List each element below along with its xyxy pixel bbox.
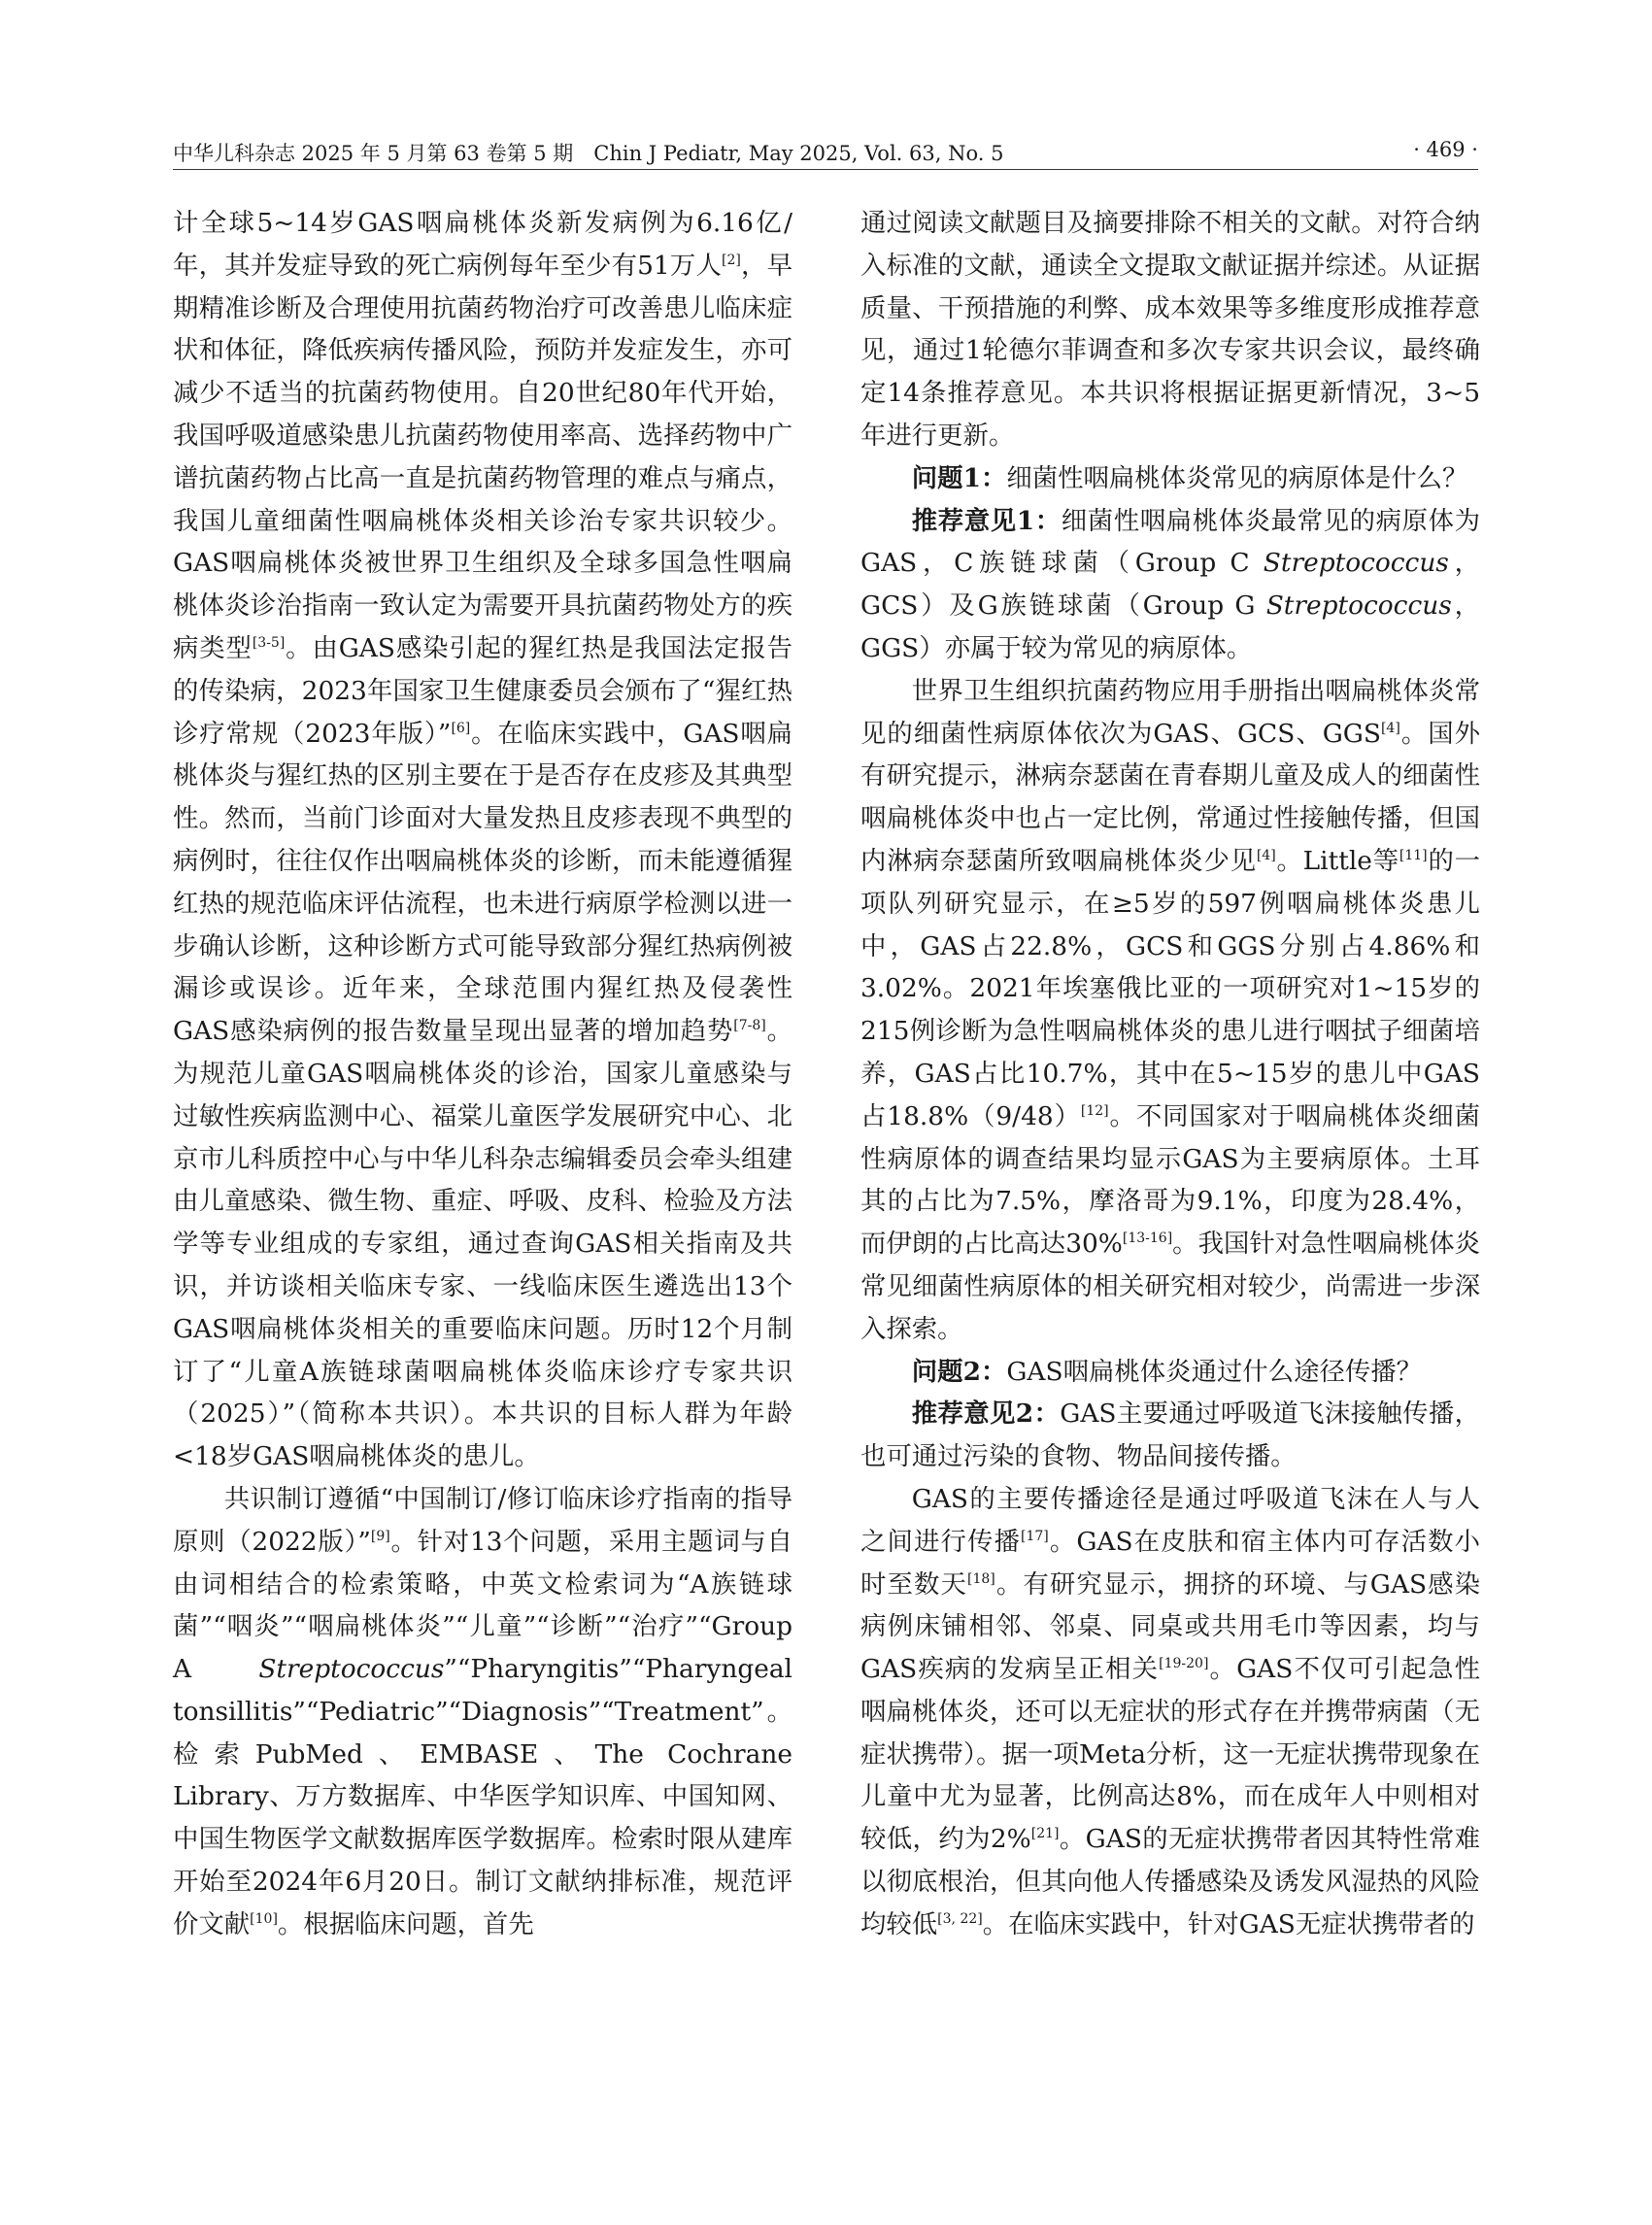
journal-info: 中华儿科杂志 2025 年 5 月第 63 卷第 5 期 Chin J Pediatr, May 2025, Vol. 63, No. 5 bbox=[173, 142, 1004, 165]
question-1: 问题1：细菌性咽扁桃体炎常见的病原体是什么？ bbox=[911, 462, 1468, 493]
citation: [4] bbox=[1380, 720, 1400, 736]
citation: [17] bbox=[1020, 1528, 1049, 1544]
citation: [7-8] bbox=[733, 1018, 766, 1034]
recommendation-1: 推荐意见1：细菌性咽扁桃体炎最常见的病原体为GAS，C族链球菌（Group C Streptococcus，GCS）及G族链球菌（Group G Streptococcus，GGS）亦属于较为常见的病原体。 bbox=[860, 505, 1481, 663]
citation: [11] bbox=[1399, 848, 1428, 864]
methods-paragraph: 共识制订遵循“中国制订/修订临床诊疗指南的指导原则（2022版）”[9]。针对13个问题，采用主题词与自由词相结合的检索策略，中英文检索词为“A族链球菌”“咽炎”“咽扁桃体炎”“儿童”“诊断”“治疗”“Group A Streptococcus”“Pharyngitis”“Pharyngeal tonsillitis”“Pediatric”“Diagnosis”“Treatment”。检索PubMed、EMBASE、The Cochrane Library、万方数据库、中华医学知识库、中国知网、中国生物医学文献数据库医学数据库。检索时限从建库开始至2024年6月20日。制订文献纳排标准，规范评价文献[10]。根据临床问题，首先 bbox=[173, 1483, 792, 1939]
citation: [4] bbox=[1256, 848, 1276, 864]
citation: [19-20] bbox=[1159, 1656, 1209, 1672]
citation: [21] bbox=[1030, 1826, 1060, 1842]
running-header bbox=[173, 134, 1478, 170]
citation: [10] bbox=[250, 1911, 278, 1928]
page-number: · 469 · bbox=[1413, 138, 1478, 161]
citation: [12] bbox=[1080, 1102, 1109, 1119]
intro-paragraph-continued: 计全球5~14岁GAS咽扁桃体炎新发病例为6.16亿/年，其并发症导致的死亡病例每年至少有51万人[2]，早期精准诊断及合理使用抗菌药物治疗可改善患儿临床症状和体征，降低疾病传播风险，预防并发症发生，亦可减少不适当的抗菌药物使用。自20世纪80年代开始，我国呼吸道感染患儿抗菌药物使用率高、选择药物中广谱抗菌药物占比高一直是抗菌药物管理的难点与痛点，我国儿童细菌性咽扁桃体炎相关诊治专家共识较少。GAS咽扁桃体炎被世界卫生组织及全球多国急性咽扁桃体炎诊治指南一致认定为需要开具抗菌药物处方的疾病类型[3-5]。由GAS感染引起的猩红热是我国法定报告的传染病，2023年国家卫生健康委员会颁布了“猩红热诊疗常规（2023年版）”[6]。在临床实践中，GAS咽扁桃体炎与猩红热的区别主要在于是否存在皮疹及其典型性。然而，当前门诊面对大量发热且皮疹表现不典型的病例时，往往仅作出咽扁桃体炎的诊断，而未能遵循猩红热的规范临床评估流程，也未进行病原学检测以进一步确认诊断，这种诊断方式可能导致部分猩红热病例被漏诊或误诊。近年来，全球范围内猩红热及侵袭性GAS感染病例的报告数量呈现出显著的增加趋势[7-8]。为规范儿童GAS咽扁桃体炎的诊治，国家儿童感染与过敏性疾病监测中心、福棠儿童医学发展研究中心、北京市儿科质控中心与中华儿科杂志编辑委员会牵头组建由儿童感染、微生物、重症、呼吸、皮科、检验及方法学等专业组成的专家组，通过查询GAS相关指南及共识，并访谈相关临床专家、一线临床医生遴选出13个GAS咽扁桃体炎相关的重要临床问题。历时12个月制订了“儿童A族链球菌咽扁桃体炎临床诊疗专家共识（2025）”（简称本共识）。本共识的目标人群为年龄<18岁GAS咽扁桃体炎的患儿。 bbox=[173, 208, 793, 1472]
citation: [3-5] bbox=[252, 635, 286, 652]
evidence-paragraph-2: GAS的主要传播途径是通过呼吸道飞沫在人与人之间进行传播[17]。GAS在皮肤和宿主体内可存活数小时至数天[18]。有研究显示，拥挤的环境、与GAS感染病例床铺相邻、邻桌、同桌或共用毛巾等因素，均与GAS疾病的发病呈正相关[19-20]。GAS不仅可引起急性咽扁桃体炎，还可以无症状的形式存在并携带病菌（无症状携带）。据一项Meta分析，这一无症状携带现象在儿童中尤为显著，比例高达8%，而在成年人中则相对较低，约为2%[21]。GAS的无症状携带者因其特性常难以彻底根治，但其向他人传播感染及诱发风湿热的风险均较低[3, 22]。在临床实践中，针对GAS无症状携带者的 bbox=[860, 1483, 1481, 1939]
methods-paragraph-continued: 通过阅读文献题目及摘要排除不相关的文献。对符合纳入标准的文献，通读全文提取文献证据并综述。从证据质量、干预措施的利弊、成本效果等多维度形成推荐意见，通过1轮德尔菲调查和多次专家共识会议，最终确定14条推荐意见。本共识将根据证据更新情况，3~5年进行更新。 bbox=[860, 208, 1480, 451]
citation: [3, 22] bbox=[937, 1911, 983, 1928]
recommendation-2: 推荐意见2：GAS主要通过呼吸道飞沫接触传播，也可通过污染的食物、物品间接传播。 bbox=[860, 1399, 1480, 1472]
citation: [13-16] bbox=[1122, 1230, 1173, 1247]
citation: [9] bbox=[370, 1528, 390, 1544]
evidence-paragraph-1: 世界卫生组织抗菌药物应用手册指出咽扁桃体炎常见的细菌性病原体依次为GAS、GCS、GGS[4]。国外有研究提示，淋病奈瑟菌在青春期儿童及成人的细菌性咽扁桃体炎中也占一定比例，常通过性接触传播，但国内淋病奈瑟菌所致咽扁桃体炎少见[4]。Little等[11]的一项队列研究显示，在≥5岁的597例咽扁桃体炎患儿中，GAS占22.8%，GCS和GGS分别占4.86%和3.02%。2021年埃塞俄比亚的一项研究对1~15岁的215例诊断为急性咽扁桃体炎的患儿进行咽拭子细菌培养，GAS占比10.7%，其中在5~15岁的患儿中GAS占18.8%（9/48）[12]。不同国家对于咽扁桃体炎细菌性病原体的调查结果均显示GAS为主要病原体。土耳其的占比为7.5%，摩洛哥为9.1%，印度为28.4%，而伊朗的占比高达30%[13-16]。我国针对急性咽扁桃体炎常见细菌性病原体的相关研究相对较少，尚需进一步深入探索。 bbox=[860, 675, 1481, 1344]
citation: [6] bbox=[451, 720, 471, 736]
citation: [2] bbox=[722, 253, 741, 268]
citation: [18] bbox=[967, 1570, 995, 1587]
left-column bbox=[173, 202, 792, 1946]
question-2: 问题2：GAS咽扁桃体炎通过什么途径传播？ bbox=[911, 1356, 1423, 1387]
right-column bbox=[860, 202, 1480, 1946]
